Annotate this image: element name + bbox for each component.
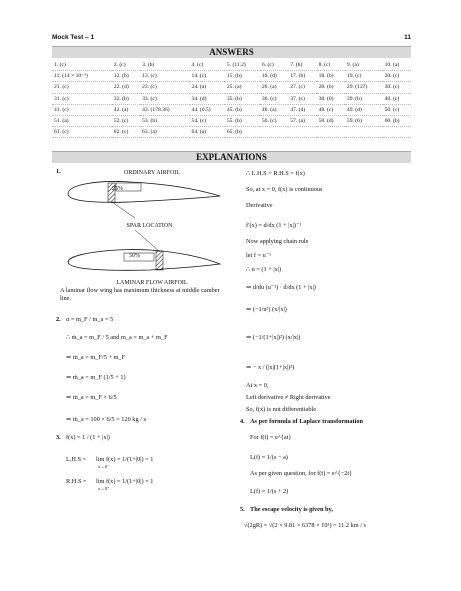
q5-number: 5. [240, 506, 245, 513]
answers-row [52, 104, 411, 115]
answer-cell: 54. (c) [190, 115, 225, 126]
answer-cell: 8. (c) [317, 60, 345, 71]
answer-cell: 46. (a) [260, 104, 288, 115]
q5-line-1: √(2gR) = √(2 × 9.81 × 6378 × 10³) = 11.2 km / s [244, 522, 366, 529]
answer-cell: 6. (c) [260, 60, 288, 71]
answer-cell: 58. (d) [317, 115, 345, 126]
ordinary-airfoil-diagram [60, 176, 225, 221]
q4-number: 4. [240, 418, 245, 425]
answers-row [52, 93, 411, 104]
answer-cell: 40. (c) [383, 93, 411, 104]
answers-row [52, 127, 411, 138]
header-title: Mock Test – 1 [52, 34, 95, 41]
answers-heading: ANSWERS [52, 46, 411, 58]
q3-number: 3. [56, 434, 61, 441]
answer-cell: 2. (c) [112, 60, 140, 71]
answer-cell: 15. (b) [225, 71, 260, 82]
left-column [52, 166, 227, 586]
answer-cell: 18. (b) [317, 71, 345, 82]
answer-cell: 63. (a) [140, 127, 189, 138]
answer-cell: 33. (c) [140, 93, 189, 104]
q3-rhs-label: R.H.S = [66, 478, 87, 485]
q2-line-5: ⇒ ṁ_a = m_F × 6/5 [66, 394, 117, 401]
page-number: 11 [404, 34, 411, 41]
q1-text: A laminar flow wing has maximum thickness at middle camber line. [60, 287, 220, 302]
answer-cell [345, 127, 383, 138]
answer-cell: 24. (a) [190, 82, 225, 93]
q2-line-3: ⇒ ṁ_a = m_F/5 + m_F [66, 354, 126, 361]
answer-cell: 22. (d) [112, 82, 140, 93]
q2-line-6: ⇒ ṁ_a = 100 × 6/5 = 120 kg / s [66, 416, 146, 423]
answer-cell: 48. (c) [317, 104, 345, 115]
right-line-1: ∴ L.H.S = R.H.S = f(x) [246, 170, 305, 177]
answer-cell: 1. (c) [52, 60, 112, 71]
q4-title: As per formula of Laplace transformation [250, 418, 364, 425]
answer-cell: 21. (c) [52, 82, 112, 93]
ordinary-airfoil-percent: 25% [112, 186, 123, 192]
answer-cell: 20. (c) [383, 71, 411, 82]
answer-cell: 36. (c) [260, 93, 288, 104]
q3-rhs-expression: lim f(x) = 1/(1+|0|) = 1 [96, 478, 154, 485]
q3-line-1: f(x) = 1 / (1 + |x|) [66, 434, 110, 441]
answer-cell: 51. (a) [52, 115, 112, 126]
answer-cell: 42. (a) [112, 104, 140, 115]
answer-cell [317, 127, 345, 138]
answer-cell [383, 127, 411, 138]
answer-cell [288, 127, 316, 138]
answer-cell: 55. (b) [225, 115, 260, 126]
answer-cell: 12. (b) [112, 71, 140, 82]
q2-line-4: ⇒ ṁ_a = m_F (1/5 + 1) [66, 374, 126, 381]
answer-cell: 9. (a) [345, 60, 383, 71]
right-line-12: At x = 0, [246, 382, 269, 389]
answer-cell: 53. (b) [140, 115, 189, 126]
right-line-8: ⇒ d/du (u⁻¹) · d/dx (1 + |x|) [246, 284, 316, 291]
q3-lhs-label: L.H.S = [66, 456, 87, 463]
right-line-9: ⇒ (−1/u²) (x/|x|) [246, 306, 287, 313]
right-line-3: Derivative [246, 202, 273, 209]
answer-cell: 11. (14 × 10⁻³) [52, 71, 112, 82]
laminar-airfoil-percent: 50% [129, 253, 140, 259]
q4-line-4: L(f) = 1/(s + 2) [250, 488, 289, 495]
q2-line-2: ∴ ṁ_a = m_F / 5 and m_a = m_a + m_F [66, 334, 168, 341]
answer-cell: 5. (11.2) [225, 60, 260, 71]
answers-table [52, 60, 411, 138]
answer-cell: 38. (0) [317, 93, 345, 104]
q3-lhs-limit-sub: x→0⁻ [98, 464, 110, 469]
answers-row [52, 60, 411, 71]
answer-cell: 56. (c) [260, 115, 288, 126]
answer-cell: 28. (b) [317, 82, 345, 93]
right-line-14: So, f(x) is not differentiable [246, 406, 317, 413]
answer-cell: 30. (c) [383, 82, 411, 93]
page-header [52, 34, 411, 44]
answer-cell: 49. (d) [345, 104, 383, 115]
answer-cell [260, 127, 288, 138]
right-line-4: f′(x) = d/dx (1 + |x|)⁻¹ [246, 222, 302, 229]
answer-cell: 34. (d) [190, 93, 225, 104]
q3-rhs-limit-sub: x→0⁺ [98, 486, 110, 491]
answer-cell: 16. (d) [260, 71, 288, 82]
right-line-6: let f = u⁻¹ [246, 252, 272, 259]
answer-cell: 25. (a) [225, 82, 260, 93]
answer-cell: 50. (c) [383, 104, 411, 115]
answer-cell: 14. (c) [190, 71, 225, 82]
right-line-7: ∴ u = (1 + |x|) [246, 266, 282, 273]
q4-line-3: As per given question, for f(t) = e^{−2t} [250, 470, 353, 477]
q4-line-2: L(f) = 1/(s − a) [250, 454, 288, 461]
q5-title: The escape velocity is given by, [250, 506, 333, 513]
answer-cell: 29. (127) [345, 82, 383, 93]
answer-cell: 4. (c) [190, 60, 225, 71]
q2-line-1: α = m_F / m_a = 5 [66, 316, 114, 323]
answer-cell: 60. (b) [383, 115, 411, 126]
answer-cell: 45. (b) [225, 104, 260, 115]
answer-cell: 7. (b) [288, 60, 316, 71]
answer-cell: 10. (a) [383, 60, 411, 71]
answer-cell: 65. (b) [225, 127, 260, 138]
answers-row [52, 82, 411, 93]
answer-cell: 13. (c) [140, 71, 189, 82]
answer-cell: 44. (0.5) [190, 104, 225, 115]
answer-cell: 39. (b) [345, 93, 383, 104]
explanations-heading: EXPLANATIONS [52, 151, 411, 163]
answer-cell: 19. (c) [345, 71, 383, 82]
answer-cell: 57. (a) [288, 115, 316, 126]
answer-cell: 59. (6) [345, 115, 383, 126]
q4-line-1: For f(t) = e^{at} [250, 434, 292, 441]
ordinary-airfoil-title: ORDINARY AIRFOIL [124, 170, 180, 176]
answers-row [52, 71, 411, 82]
q1-number: 1. [56, 168, 61, 175]
answer-cell: 41. (c) [52, 104, 112, 115]
right-line-5: Now applying chain rule [246, 238, 309, 245]
answer-cell: 35. (b) [225, 93, 260, 104]
q3-lhs-expression: lim f(x) = 1/(1+|0|) = 1 [96, 456, 154, 463]
answer-cell: 27. (c) [288, 82, 316, 93]
answer-cell: 23. (c) [140, 82, 189, 93]
answer-cell: 17. (b) [288, 71, 316, 82]
answer-cell: 26. (a) [260, 82, 288, 93]
answer-cell: 37. (c) [288, 93, 316, 104]
answer-cell: 64. (a) [190, 127, 225, 138]
right-line-2: So, at x = 0, f(x) is continuous [246, 186, 323, 193]
answer-cell: 43. (178.36) [140, 104, 189, 115]
laminar-airfoil-diagram [60, 230, 225, 276]
answer-cell: 62. (c) [112, 127, 140, 138]
right-line-13: Left derivative ≠ Right derivative [246, 394, 331, 401]
answer-cell: 31. (c) [52, 93, 112, 104]
right-column [238, 166, 413, 586]
right-line-10: ⇒ (−1/(1+|x|)²) (x/|x|) [246, 334, 301, 341]
right-line-11: ⇒ − x / (|x|(1+|x|)²) [246, 364, 295, 371]
answer-cell: 61. (c) [52, 127, 112, 138]
answer-cell: 52. (c) [112, 115, 140, 126]
answers-row [52, 115, 411, 126]
laminar-airfoil-title: LAMINAR FLOW AIRFOIL [116, 280, 188, 286]
answer-cell: 3. (b) [140, 60, 189, 71]
q2-number: 2. [56, 316, 61, 323]
spar-location-label: SPAR LOCATION [126, 223, 173, 229]
answer-cell: 47. (d) [288, 104, 316, 115]
answer-cell: 32. (b) [112, 93, 140, 104]
